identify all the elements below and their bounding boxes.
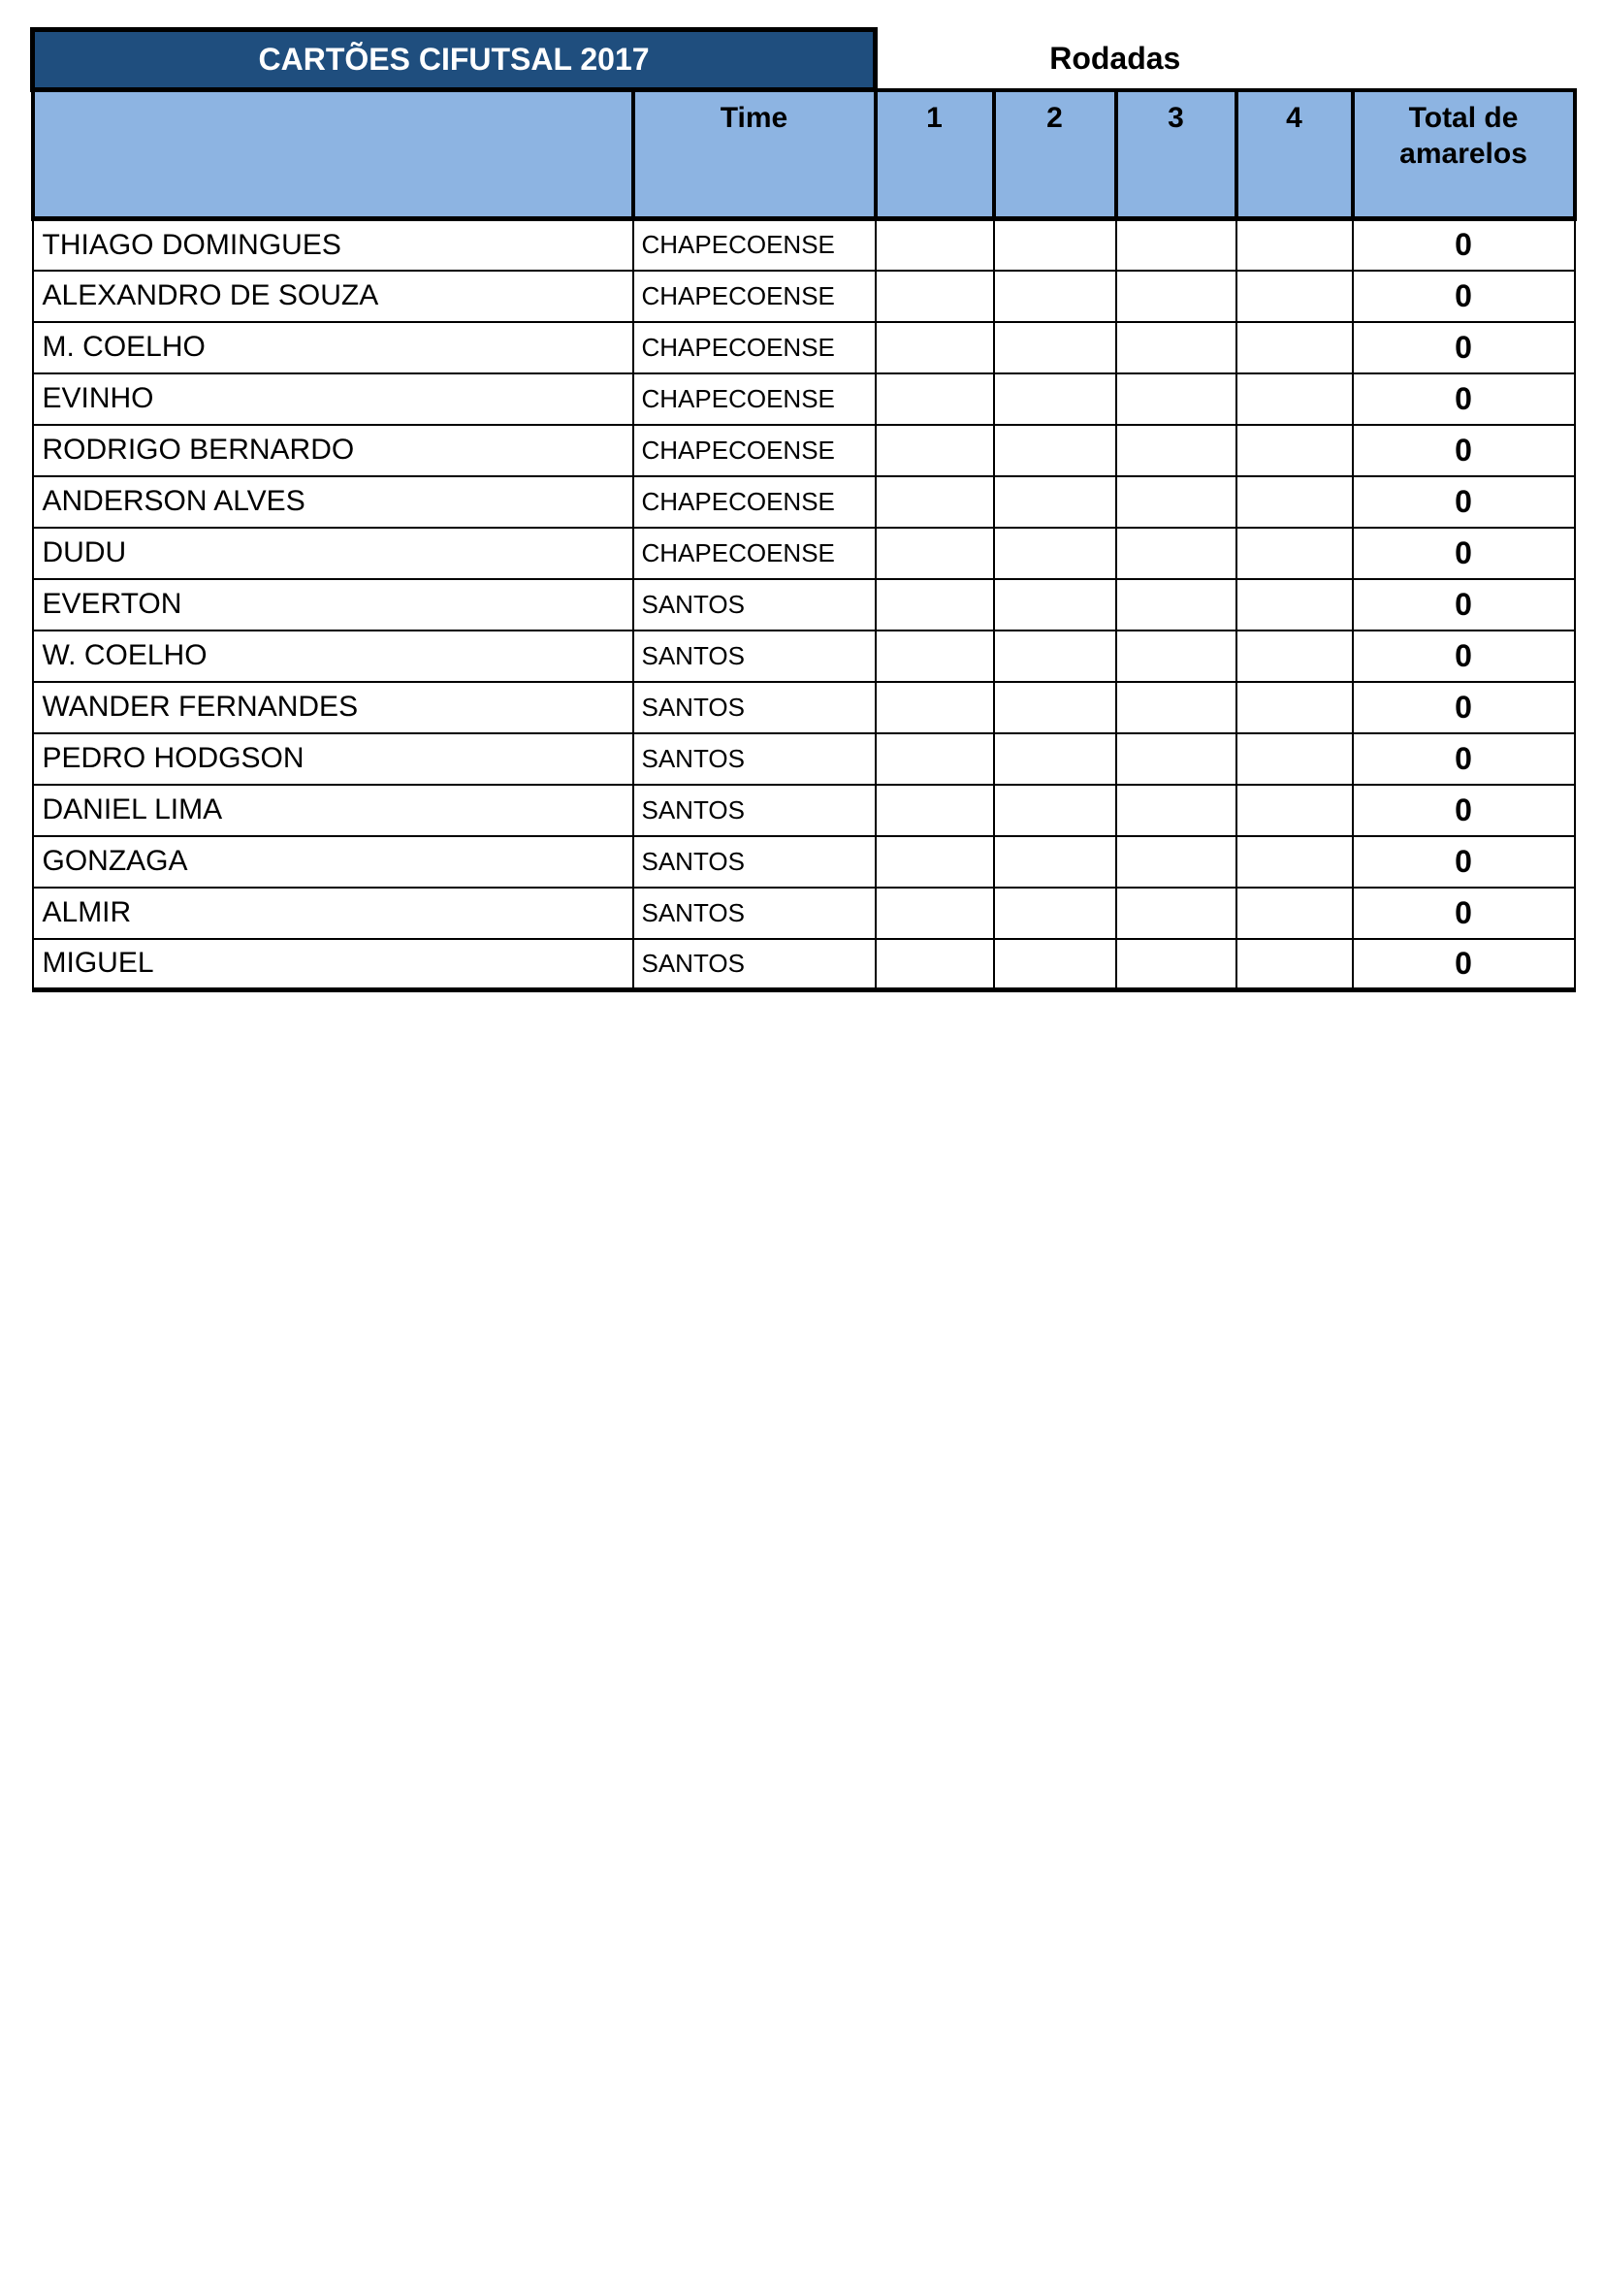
table-row	[33, 322, 1575, 373]
player-name-cell[interactable]: MIGUEL	[33, 939, 633, 990]
round-2-cell[interactable]	[994, 219, 1116, 271]
round-1-cell[interactable]	[876, 682, 994, 733]
player-name-cell[interactable]: WANDER FERNANDES	[33, 682, 633, 733]
header-player-cell[interactable]	[33, 90, 633, 219]
header-row	[33, 90, 1575, 219]
team-cell[interactable]: SANTOS	[633, 939, 876, 990]
round-2-cell[interactable]	[994, 476, 1116, 528]
team-cell[interactable]: CHAPECOENSE	[633, 476, 876, 528]
team-cell[interactable]: SANTOS	[633, 836, 876, 888]
round-4-cell[interactable]	[1236, 631, 1353, 682]
round-4-cell[interactable]	[1236, 528, 1353, 579]
round-1-cell[interactable]	[876, 631, 994, 682]
total-cell[interactable]: 0	[1353, 682, 1575, 733]
round-2-cell[interactable]	[994, 733, 1116, 785]
player-name-cell[interactable]: DUDU	[33, 528, 633, 579]
table-row	[33, 836, 1575, 888]
total-cell[interactable]: 0	[1353, 631, 1575, 682]
round-2-cell[interactable]	[994, 271, 1116, 322]
round-4-cell[interactable]	[1236, 785, 1353, 836]
team-cell[interactable]: SANTOS	[633, 733, 876, 785]
round-2-cell[interactable]	[994, 836, 1116, 888]
round-1-cell[interactable]	[876, 271, 994, 322]
title-row-spacer	[1353, 30, 1575, 90]
round-1-cell[interactable]	[876, 785, 994, 836]
team-cell[interactable]: CHAPECOENSE	[633, 528, 876, 579]
player-name-cell[interactable]: EVINHO	[33, 373, 633, 425]
team-cell[interactable]: CHAPECOENSE	[633, 219, 876, 271]
round-2-cell[interactable]	[994, 939, 1116, 990]
round-3-cell[interactable]	[1116, 836, 1236, 888]
table-row	[33, 631, 1575, 682]
round-1-cell[interactable]	[876, 476, 994, 528]
round-1-cell[interactable]	[876, 888, 994, 939]
header-total-cell[interactable]: Total de amarelos	[1353, 90, 1575, 219]
round-3-cell[interactable]	[1116, 373, 1236, 425]
player-name-cell[interactable]: ALMIR	[33, 888, 633, 939]
table-row	[33, 733, 1575, 785]
player-name-cell[interactable]: DANIEL LIMA	[33, 785, 633, 836]
round-4-cell[interactable]	[1236, 322, 1353, 373]
table-row	[33, 682, 1575, 733]
round-3-cell[interactable]	[1116, 528, 1236, 579]
team-cell[interactable]: SANTOS	[633, 579, 876, 631]
round-4-cell[interactable]	[1236, 271, 1353, 322]
total-cell[interactable]: 0	[1353, 836, 1575, 888]
round-2-cell[interactable]	[994, 631, 1116, 682]
page-title	[33, 30, 876, 90]
player-name-cell[interactable]: M. COELHO	[33, 322, 633, 373]
round-3-cell[interactable]	[1116, 631, 1236, 682]
round-2-cell[interactable]	[994, 528, 1116, 579]
team-cell[interactable]: CHAPECOENSE	[633, 271, 876, 322]
round-3-cell[interactable]	[1116, 682, 1236, 733]
title-row	[33, 30, 1575, 90]
round-4-cell[interactable]	[1236, 939, 1353, 990]
team-cell[interactable]: CHAPECOENSE	[633, 425, 876, 476]
round-4-cell[interactable]	[1236, 836, 1353, 888]
round-1-cell[interactable]	[876, 939, 994, 990]
team-cell[interactable]: CHAPECOENSE	[633, 322, 876, 373]
total-cell[interactable]: 0	[1353, 476, 1575, 528]
rodadas-text: Rodadas	[1049, 41, 1181, 76]
table-row	[33, 888, 1575, 939]
round-3-cell[interactable]	[1116, 425, 1236, 476]
player-name-cell[interactable]: GONZAGA	[33, 836, 633, 888]
player-name-cell[interactable]: W. COELHO	[33, 631, 633, 682]
round-1-cell[interactable]	[876, 528, 994, 579]
team-cell[interactable]: SANTOS	[633, 785, 876, 836]
round-3-cell[interactable]	[1116, 219, 1236, 271]
round-4-cell[interactable]	[1236, 373, 1353, 425]
round-1-cell[interactable]	[876, 425, 994, 476]
total-cell[interactable]: 0	[1353, 373, 1575, 425]
round-4-cell[interactable]	[1236, 579, 1353, 631]
round-2-cell[interactable]	[994, 682, 1116, 733]
round-3-cell[interactable]	[1116, 785, 1236, 836]
player-name-cell[interactable]: RODRIGO BERNARDO	[33, 425, 633, 476]
table-row	[33, 579, 1575, 631]
header-round-1-cell[interactable]: 1	[876, 90, 994, 219]
round-2-cell[interactable]	[994, 579, 1116, 631]
round-1-cell[interactable]	[876, 733, 994, 785]
total-cell[interactable]: 0	[1353, 579, 1575, 631]
header-round-4-cell[interactable]: 4	[1236, 90, 1353, 219]
total-cell[interactable]: 0	[1353, 785, 1575, 836]
round-4-cell[interactable]	[1236, 219, 1353, 271]
total-cell[interactable]: 0	[1353, 271, 1575, 322]
round-4-cell[interactable]	[1236, 476, 1353, 528]
table-row	[33, 785, 1575, 836]
total-cell[interactable]: 0	[1353, 888, 1575, 939]
table-row	[33, 373, 1575, 425]
player-name-cell[interactable]: EVERTON	[33, 579, 633, 631]
total-cell[interactable]: 0	[1353, 733, 1575, 785]
round-4-cell[interactable]	[1236, 425, 1353, 476]
round-3-cell[interactable]	[1116, 271, 1236, 322]
player-name-cell[interactable]: ALEXANDRO DE SOUZA	[33, 271, 633, 322]
rodadas-label	[876, 30, 1353, 90]
team-cell[interactable]: SANTOS	[633, 888, 876, 939]
round-2-cell[interactable]	[994, 888, 1116, 939]
total-cell[interactable]: 0	[1353, 219, 1575, 271]
round-2-cell[interactable]	[994, 785, 1116, 836]
total-cell[interactable]: 0	[1353, 528, 1575, 579]
round-1-cell[interactable]	[876, 373, 994, 425]
player-name-cell[interactable]: ANDERSON ALVES	[33, 476, 633, 528]
table-row	[33, 939, 1575, 990]
round-4-cell[interactable]	[1236, 888, 1353, 939]
table-row	[33, 219, 1575, 271]
table-row	[33, 425, 1575, 476]
table-row	[33, 476, 1575, 528]
total-cell[interactable]: 0	[1353, 939, 1575, 990]
team-cell[interactable]: CHAPECOENSE	[633, 373, 876, 425]
header-round-2-cell[interactable]: 2	[994, 90, 1116, 219]
team-cell[interactable]: SANTOS	[633, 631, 876, 682]
round-3-cell[interactable]	[1116, 939, 1236, 990]
round-3-cell[interactable]	[1116, 579, 1236, 631]
player-name-cell[interactable]: THIAGO DOMINGUES	[33, 219, 633, 271]
total-cell[interactable]: 0	[1353, 425, 1575, 476]
round-1-cell[interactable]	[876, 322, 994, 373]
round-3-cell[interactable]	[1116, 733, 1236, 785]
round-1-cell[interactable]	[876, 836, 994, 888]
table-row	[33, 271, 1575, 322]
table-row	[33, 528, 1575, 579]
team-cell[interactable]: SANTOS	[633, 682, 876, 733]
round-3-cell[interactable]	[1116, 888, 1236, 939]
header-round-3-cell[interactable]: 3	[1116, 90, 1236, 219]
total-cell[interactable]: 0	[1353, 322, 1575, 373]
round-1-cell[interactable]	[876, 579, 994, 631]
cards-table	[30, 27, 1577, 992]
round-4-cell[interactable]	[1236, 733, 1353, 785]
round-3-cell[interactable]	[1116, 322, 1236, 373]
page-title-text: CARTÕES CIFUTSAL 2017	[258, 42, 650, 77]
round-1-cell[interactable]	[876, 219, 994, 271]
round-2-cell[interactable]	[994, 322, 1116, 373]
round-2-cell[interactable]	[994, 373, 1116, 425]
round-3-cell[interactable]	[1116, 476, 1236, 528]
header-time-cell[interactable]: Time	[633, 90, 876, 219]
player-name-cell[interactable]: PEDRO HODGSON	[33, 733, 633, 785]
round-2-cell[interactable]	[994, 425, 1116, 476]
round-4-cell[interactable]	[1236, 682, 1353, 733]
